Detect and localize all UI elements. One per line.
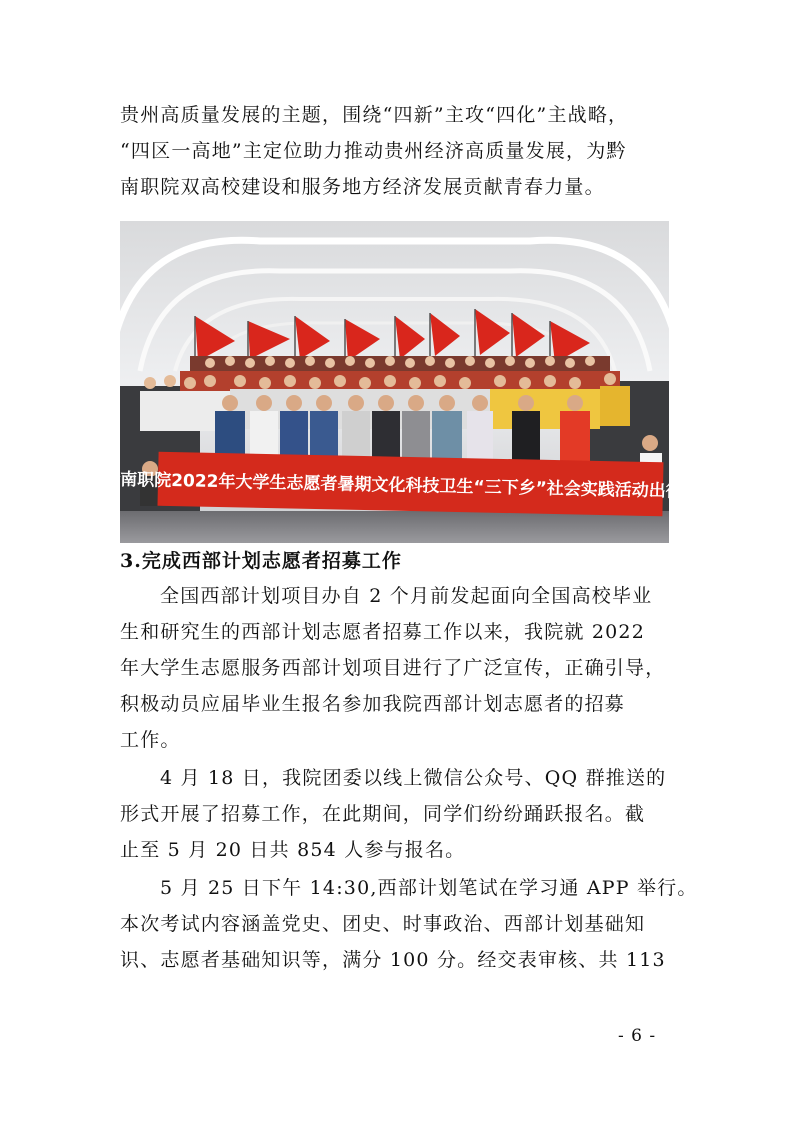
text-line: 本次考试内容涵盖党史、团史、时事政治、西部计划基础知	[120, 913, 646, 935]
text-line: 工作。	[120, 729, 181, 751]
group-photo	[102, 221, 717, 543]
text-line: 贵州高质量发展的主题，围绕“四新”主攻“四化”主战略，	[120, 104, 629, 126]
text-line: 年大学生志愿服务西部计划项目进行了广泛宣传，正确引导，	[120, 657, 666, 679]
text-line: 南职院双高校建设和服务地方经济发展贡献青春力量。	[120, 176, 605, 198]
text-line: 识、志愿者基础知识等，满分 100 分。经交表审核、共 113	[120, 949, 666, 971]
section-heading: 3.完成西部计划志愿者招募工作	[120, 550, 402, 572]
text-line: “四区一高地”主定位助力推动贵州经济高质量发展，为黔	[120, 140, 627, 162]
text-line: 形式开展了招募工作，在此期间，同学们纷纷踊跃报名。截	[120, 803, 646, 825]
text-line: 4 月 18 日，我院团委以线上微信公众号、QQ 群推送的	[160, 767, 667, 789]
recruitment-paragraph	[120, 578, 680, 758]
exam-paragraph	[120, 870, 698, 978]
text-line: 止至 5 月 20 日共 854 人参与报名。	[120, 839, 466, 861]
text-line: 全国西部计划项目办自 2 个月前发起面向全国高校毕业	[160, 585, 653, 607]
banner-text: 黔南职院2022年大学生志愿者暑期文化科技卫生“三下乡”社会实践活动出征仪式	[102, 469, 717, 503]
page-number: - 6 -	[618, 1026, 657, 1046]
registration-paragraph	[120, 760, 680, 868]
text-line: 积极动员应届毕业生报名参加我院西部计划志愿者的招募	[120, 693, 626, 715]
intro-paragraph	[120, 97, 680, 205]
text-line: 5 月 25 日下午 14:30,西部计划笔试在学习通 APP 举行。	[160, 877, 698, 899]
text-line: 生和研究生的西部计划志愿者招募工作以来，我院就 2022	[120, 621, 645, 643]
